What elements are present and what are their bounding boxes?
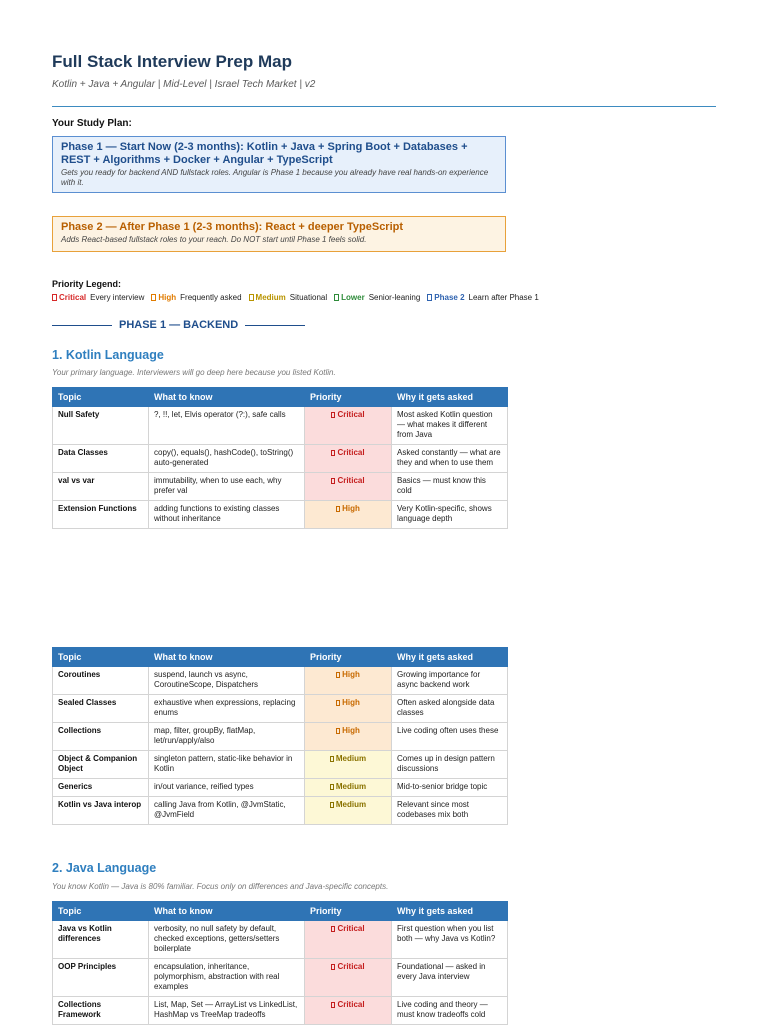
- table-row: [53, 779, 508, 797]
- table-header-row: [53, 902, 508, 921]
- priority-box-icon: [336, 672, 340, 678]
- why-asked-cell: Live coding and theory — must know tradeoffs cold: [392, 997, 508, 1025]
- kotlin-table-1: [52, 387, 508, 529]
- column-header: Priority: [305, 902, 392, 921]
- priority-label: High: [342, 726, 360, 735]
- priority-legend: [52, 293, 546, 302]
- divider-line-right: [245, 325, 305, 326]
- what-to-know-cell: encapsulation, inheritance, polymorphism, abstraction with real examples: [149, 959, 305, 997]
- priority-box-icon: [331, 478, 335, 484]
- why-asked-cell: Often asked alongside data classes: [392, 695, 508, 723]
- what-to-know-cell: map, filter, groupBy, flatMap, let/run/apply/also: [149, 723, 305, 751]
- why-asked-cell: Foundational — asked in every Java interview: [392, 959, 508, 997]
- page-subtitle: Kotlin + Java + Angular | Mid-Level | Israel Tech Market | v2: [52, 79, 316, 90]
- page-title: Full Stack Interview Prep Map: [52, 52, 292, 71]
- table-row: [53, 473, 508, 501]
- column-header: What to know: [149, 648, 305, 667]
- section-note-java: You know Kotlin — Java is 80% familiar. Focus only on differences and Java-specific concepts.: [52, 882, 389, 891]
- legend-swatch-icon: [151, 294, 156, 301]
- legend-description: Senior-leaning: [368, 293, 421, 302]
- legend-description: Situational: [289, 293, 328, 302]
- topic-cell: Java vs Kotlin differences: [53, 921, 149, 959]
- priority-label: Critical: [337, 476, 365, 485]
- legend-swatch-icon: [249, 294, 254, 301]
- phase-1-heading: Phase 1 — Start Now (2-3 months): Kotlin + Java + Spring Boot + Databases + REST + Algorithms + Docker + Angular + TypeScript: [61, 141, 468, 166]
- legend-label: Medium: [255, 293, 286, 302]
- priority-box-icon: [331, 1002, 335, 1008]
- column-header: Topic: [53, 388, 149, 407]
- legend-swatch-icon: [427, 294, 432, 301]
- priority-cell: [305, 997, 392, 1025]
- table-row: [53, 797, 508, 825]
- priority-cell: [305, 723, 392, 751]
- priority-box-icon: [330, 756, 334, 762]
- topic-cell: Object & Companion Object: [53, 751, 149, 779]
- why-asked-cell: Comes up in design pattern discussions: [392, 751, 508, 779]
- topic-cell: Generics: [53, 779, 149, 797]
- table-header-row: [53, 388, 508, 407]
- priority-cell: [305, 959, 392, 997]
- phase-2-box: [52, 216, 506, 252]
- priority-label: High: [342, 504, 360, 513]
- phase-2-heading: Phase 2 — After Phase 1 (2-3 months): React + deeper TypeScript: [61, 221, 404, 233]
- table-row: [53, 695, 508, 723]
- column-header: Topic: [53, 902, 149, 921]
- priority-box-icon: [331, 412, 335, 418]
- what-to-know-cell: adding functions to existing classes without inheritance: [149, 501, 305, 529]
- what-to-know-cell: verbosity, no null safety by default, checked exceptions, getters/setters boilerplate: [149, 921, 305, 959]
- table-row: [53, 751, 508, 779]
- column-header: Why it gets asked: [392, 388, 508, 407]
- why-asked-cell: Asked constantly — what are they and when to use them: [392, 445, 508, 473]
- table-row: [53, 997, 508, 1025]
- table-row: [53, 501, 508, 529]
- what-to-know-cell: singleton pattern, static-like behavior in Kotlin: [149, 751, 305, 779]
- legend-swatch-icon: [52, 294, 57, 301]
- column-header: Priority: [305, 648, 392, 667]
- priority-label: Critical: [337, 924, 365, 933]
- why-asked-cell: Basics — must know this cold: [392, 473, 508, 501]
- topic-cell: Data Classes: [53, 445, 149, 473]
- priority-label: Medium: [335, 782, 367, 791]
- table-row: [53, 445, 508, 473]
- why-asked-cell: Very Kotlin-specific, shows language depth: [392, 501, 508, 529]
- topic-cell: val vs var: [53, 473, 149, 501]
- priority-label: Critical: [337, 1000, 365, 1009]
- table-row: [53, 723, 508, 751]
- java-table-1: [52, 901, 508, 1025]
- header-rule: [52, 106, 716, 107]
- topic-cell: Coroutines: [53, 667, 149, 695]
- priority-cell: [305, 751, 392, 779]
- section-note-kotlin: Your primary language. Interviewers will go deep here because you listed Kotlin.: [52, 368, 336, 377]
- column-header: Priority: [305, 388, 392, 407]
- study-plan-label: Your Study Plan:: [52, 118, 132, 129]
- priority-cell: [305, 667, 392, 695]
- phase-1-box: [52, 136, 506, 193]
- legend-description: Learn after Phase 1: [468, 293, 539, 302]
- table-header-row: [53, 648, 508, 667]
- priority-cell: [305, 407, 392, 445]
- what-to-know-cell: List, Map, Set — ArrayList vs LinkedList, HashMap vs TreeMap tradeoffs: [149, 997, 305, 1025]
- table-row: [53, 667, 508, 695]
- legend-label: High: [158, 293, 177, 302]
- priority-label: High: [342, 670, 360, 679]
- priority-cell: [305, 473, 392, 501]
- table-row: [53, 407, 508, 445]
- priority-box-icon: [330, 784, 334, 790]
- phase-2-description: Adds React-based fullstack roles to your reach. Do NOT start until Phase 1 feels solid.: [61, 235, 367, 244]
- priority-box-icon: [331, 926, 335, 932]
- topic-cell: Kotlin vs Java interop: [53, 797, 149, 825]
- why-asked-cell: Growing importance for async backend work: [392, 667, 508, 695]
- column-header: Why it gets asked: [392, 648, 508, 667]
- what-to-know-cell: exhaustive when expressions, replacing enums: [149, 695, 305, 723]
- priority-label: Medium: [335, 754, 367, 763]
- priority-box-icon: [336, 700, 340, 706]
- legend-label: Lower: [341, 293, 365, 302]
- table-row: [53, 959, 508, 997]
- priority-cell: [305, 695, 392, 723]
- priority-cell: [305, 921, 392, 959]
- legend-label: Critical: [59, 293, 87, 302]
- what-to-know-cell: suspend, launch vs async, CoroutineScope, Dispatchers: [149, 667, 305, 695]
- priority-box-icon: [331, 964, 335, 970]
- table-row: [53, 921, 508, 959]
- why-asked-cell: Live coding often uses these: [392, 723, 508, 751]
- legend-description: Frequently asked: [180, 293, 242, 302]
- column-header: Why it gets asked: [392, 902, 508, 921]
- priority-cell: [305, 779, 392, 797]
- topic-cell: OOP Principles: [53, 959, 149, 997]
- priority-label: Critical: [337, 448, 365, 457]
- priority-box-icon: [336, 728, 340, 734]
- priority-cell: [305, 797, 392, 825]
- topic-cell: Collections Framework: [53, 997, 149, 1025]
- legend-title: Priority Legend:: [52, 279, 122, 289]
- divider-line-left: [52, 325, 112, 326]
- legend-description: Every interview: [90, 293, 145, 302]
- why-asked-cell: Mid-to-senior bridge topic: [392, 779, 508, 797]
- what-to-know-cell: in/out variance, reified types: [149, 779, 305, 797]
- section-title-java: 2. Java Language: [52, 861, 157, 875]
- column-header: Topic: [53, 648, 149, 667]
- what-to-know-cell: copy(), equals(), hashCode(), toString() auto-generated: [149, 445, 305, 473]
- topic-cell: Null Safety: [53, 407, 149, 445]
- priority-label: Critical: [337, 962, 365, 971]
- what-to-know-cell: ?, !!, let, Elvis operator (?:), safe calls: [149, 407, 305, 445]
- phase-1-description: Gets you ready for backend AND fullstack roles. Angular is Phase 1 because you already have real hands-on experience with it.: [61, 168, 489, 187]
- why-asked-cell: Relevant since most codebases mix both: [392, 797, 508, 825]
- priority-box-icon: [330, 802, 334, 808]
- priority-box-icon: [336, 506, 340, 512]
- why-asked-cell: Most asked Kotlin question — what makes it different from Java: [392, 407, 508, 445]
- legend-swatch-icon: [334, 294, 339, 301]
- why-asked-cell: First question when you list both — why Java vs Kotlin?: [392, 921, 508, 959]
- topic-cell: Sealed Classes: [53, 695, 149, 723]
- priority-label: High: [342, 698, 360, 707]
- topic-cell: Collections: [53, 723, 149, 751]
- column-header: What to know: [149, 902, 305, 921]
- priority-label: Critical: [337, 410, 365, 419]
- priority-label: Medium: [335, 800, 367, 809]
- priority-cell: [305, 501, 392, 529]
- divider-label: PHASE 1 — BACKEND: [119, 319, 239, 331]
- what-to-know-cell: immutability, when to use each, why prefer val: [149, 473, 305, 501]
- topic-cell: Extension Functions: [53, 501, 149, 529]
- what-to-know-cell: calling Java from Kotlin, @JvmStatic, @JvmField: [149, 797, 305, 825]
- legend-label: Phase 2: [434, 293, 465, 302]
- kotlin-table-2: [52, 647, 508, 825]
- priority-box-icon: [331, 450, 335, 456]
- column-header: What to know: [149, 388, 305, 407]
- section-title-kotlin: 1. Kotlin Language: [52, 348, 164, 362]
- phase-1-divider: [52, 319, 332, 331]
- priority-cell: [305, 445, 392, 473]
